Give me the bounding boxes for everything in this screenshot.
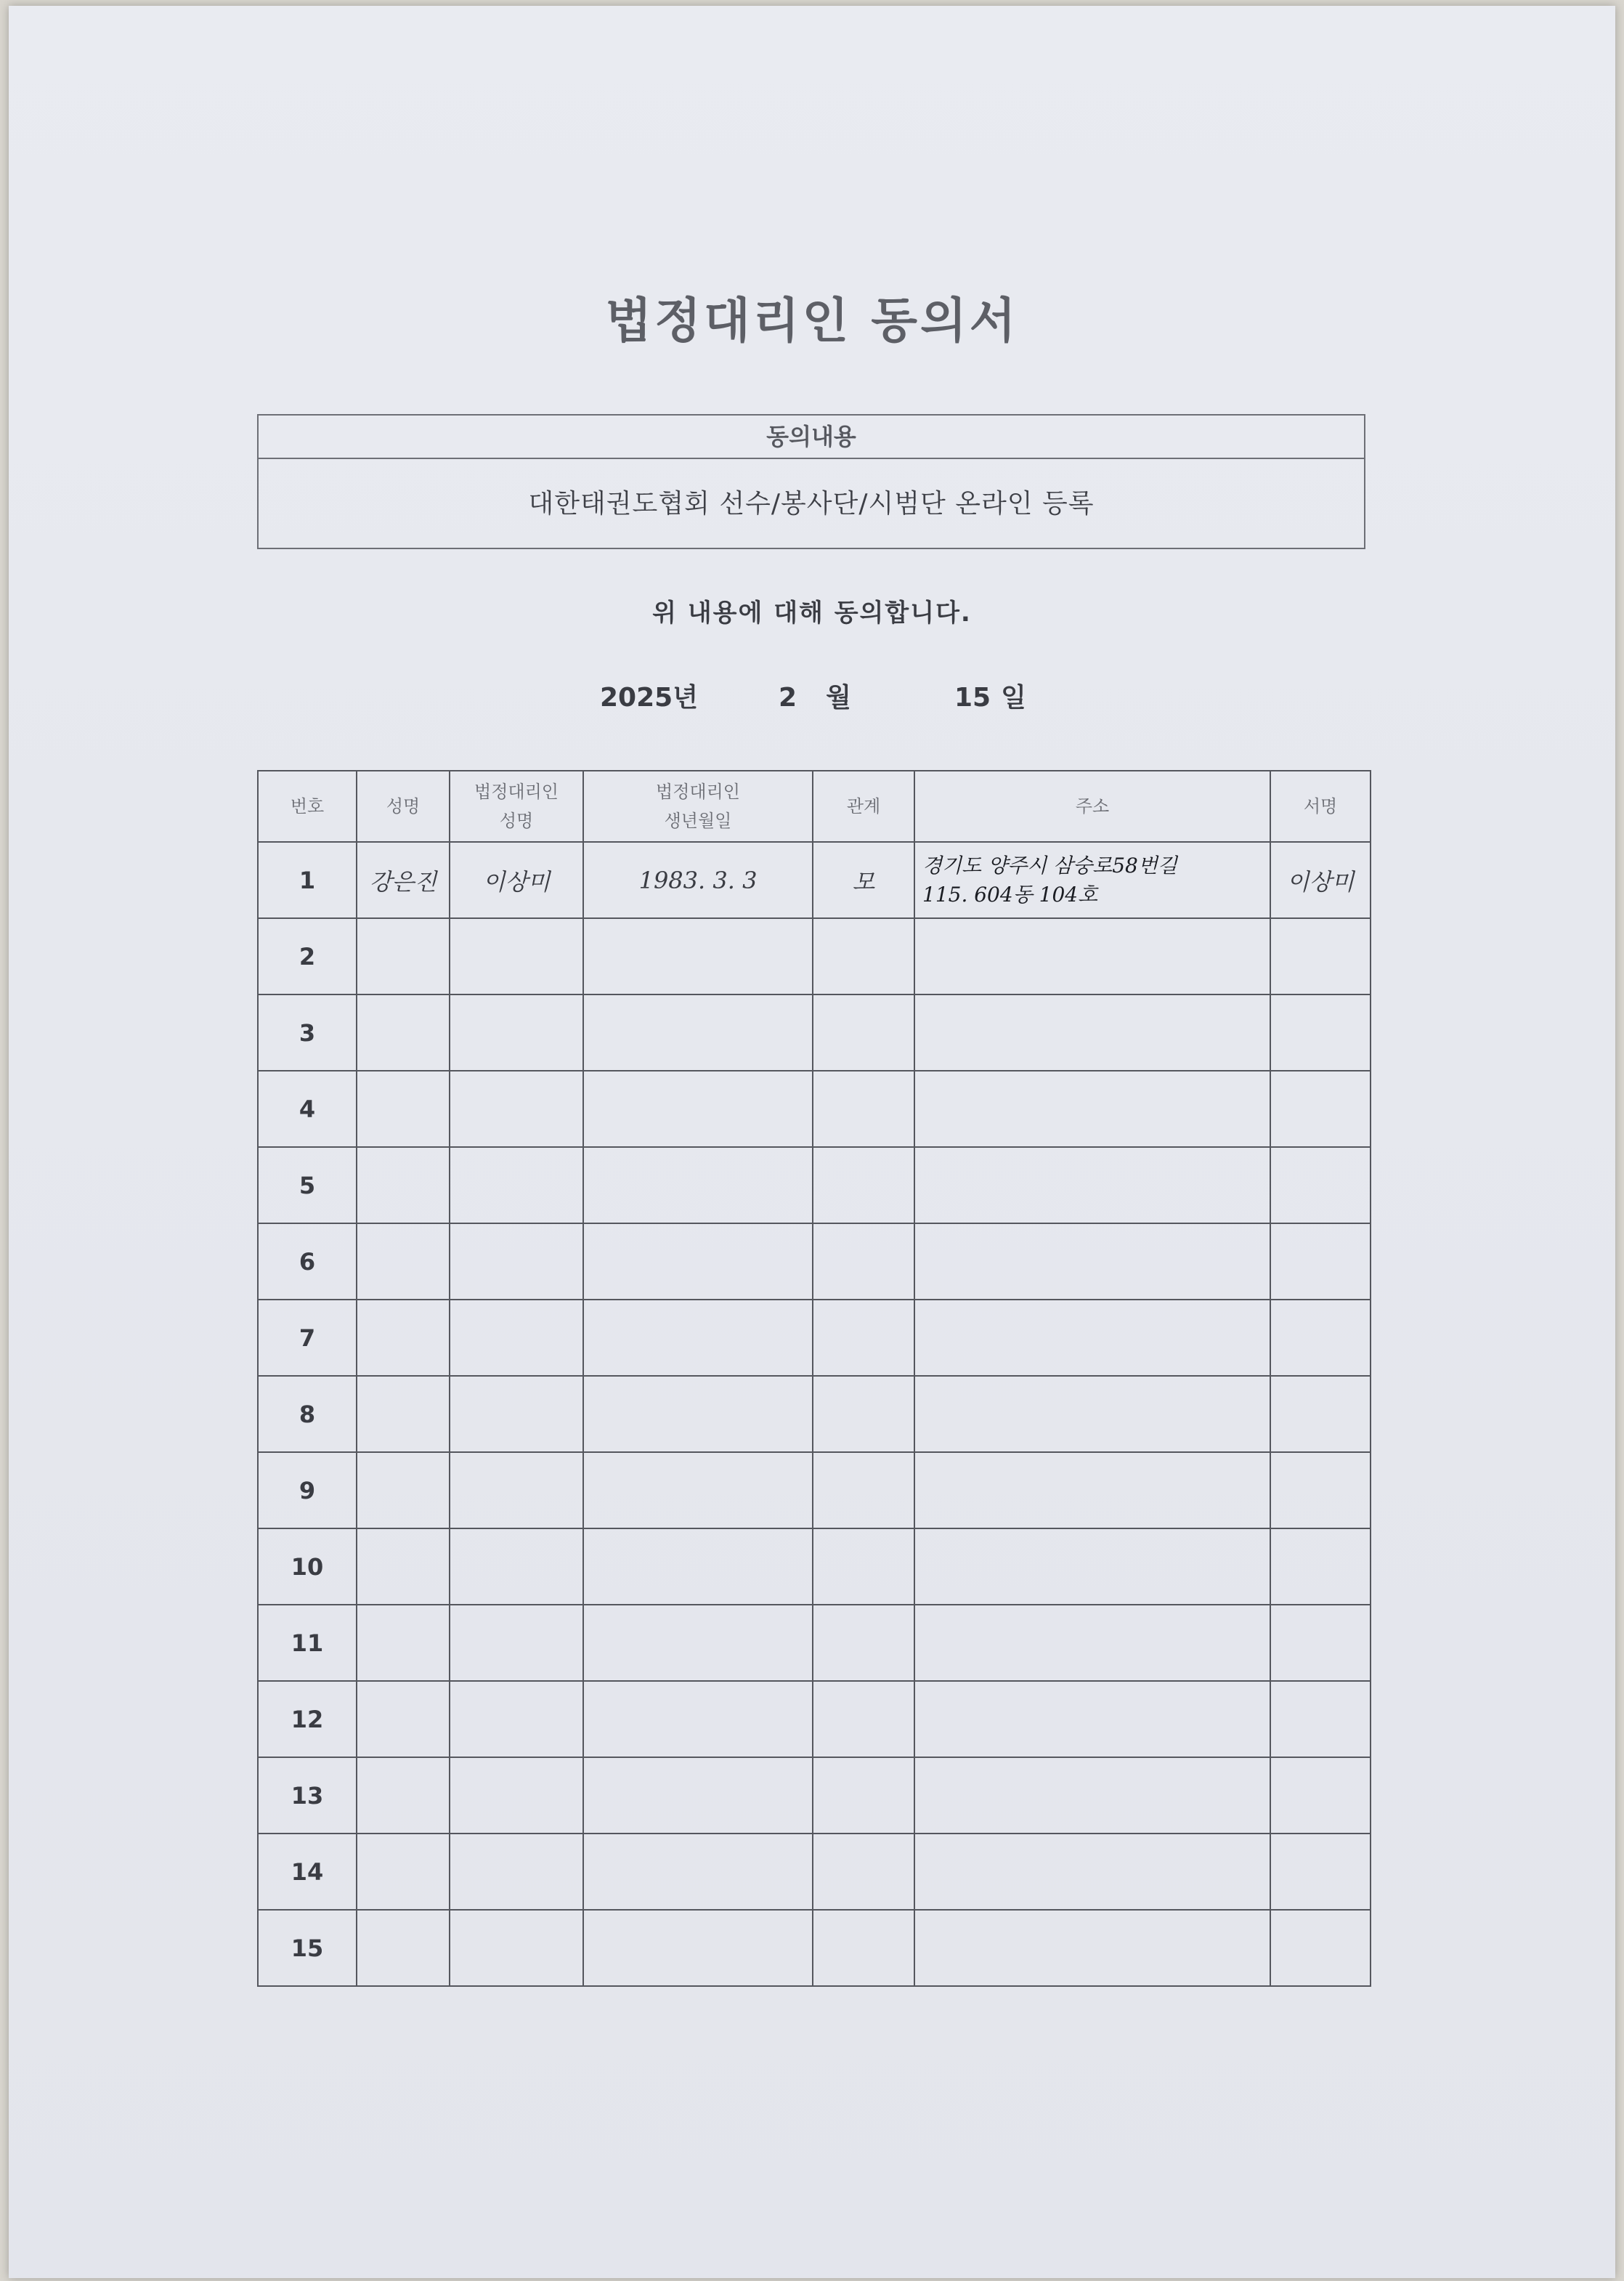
- relation-cell: [813, 1147, 914, 1223]
- rep-name-cell: [450, 1452, 583, 1528]
- consent-text: 대한태권도협회 선수/봉사단/시범단 온라인 등록: [528, 489, 1095, 519]
- header-address: 주소: [914, 771, 1270, 842]
- document-title: 법정대리인 동의서: [605, 293, 1019, 349]
- address-cell: [914, 1528, 1270, 1605]
- relation-cell: [813, 1452, 914, 1528]
- date-month: [779, 677, 851, 714]
- relation-cell: [813, 1834, 914, 1910]
- relation-cell: [813, 1910, 914, 1986]
- address-cell: [914, 1376, 1270, 1452]
- row-number-cell: 4: [258, 1071, 357, 1147]
- rep-birth-cell: [583, 1223, 813, 1300]
- signature-cell: 이상미: [1270, 842, 1371, 918]
- table-row: [258, 918, 1371, 994]
- rep-birth-cell: [583, 1605, 813, 1681]
- signature-cell: [1270, 1300, 1371, 1376]
- relation-cell: [813, 1376, 914, 1452]
- participant-name-cell: [357, 1528, 450, 1605]
- table-row: [258, 994, 1371, 1071]
- table-row: [258, 1757, 1371, 1834]
- table-row: [258, 1834, 1371, 1910]
- address-cell: [914, 1605, 1270, 1681]
- rep-name-cell: [450, 1834, 583, 1910]
- relation-cell: [813, 1300, 914, 1376]
- signature-cell: [1270, 918, 1371, 994]
- table-row: [258, 1605, 1371, 1681]
- rep-name-cell: [450, 1223, 583, 1300]
- table-body: [258, 842, 1371, 1986]
- date-year: 2025년: [600, 683, 698, 713]
- header-relation: 관계: [813, 771, 914, 842]
- consent-content-box: [257, 414, 1365, 549]
- signature-cell: [1270, 1071, 1371, 1147]
- table-row: [258, 1376, 1371, 1452]
- table-row: [258, 1528, 1371, 1605]
- date-day-unit: 일: [1001, 683, 1026, 713]
- signature-cell: [1270, 1223, 1371, 1300]
- address-cell: [914, 1147, 1270, 1223]
- participant-name-cell: [357, 1223, 450, 1300]
- signature-cell: [1270, 1147, 1371, 1223]
- address-line-2: 115. 604동 104호: [922, 882, 1098, 907]
- table-row: [258, 1223, 1371, 1300]
- signature-cell: [1270, 1605, 1371, 1681]
- participant-name-cell: [357, 1605, 450, 1681]
- participant-name-cell: [357, 1147, 450, 1223]
- rep-name-cell: [450, 1605, 583, 1681]
- header-rep-name-line1: 법정대리인: [474, 782, 559, 802]
- address-cell: [914, 918, 1270, 994]
- header-number: 번호: [258, 771, 357, 842]
- participant-name-cell: [357, 994, 450, 1071]
- rep-name-cell: [450, 1147, 583, 1223]
- participant-name-cell: [357, 918, 450, 994]
- participant-name-cell: 강은진: [357, 842, 450, 918]
- rep-name-cell: 이상미: [450, 842, 583, 918]
- rep-birth-cell: [583, 1300, 813, 1376]
- table-row: [258, 1300, 1371, 1376]
- rep-birth-cell: [583, 1681, 813, 1757]
- signature-cell: [1270, 1528, 1371, 1605]
- address-cell: [914, 1223, 1270, 1300]
- participant-name-cell: [357, 1910, 450, 1986]
- relation-cell: [813, 1757, 914, 1834]
- date-day-value: 15: [954, 683, 991, 713]
- table-row: [258, 1681, 1371, 1757]
- signature-cell: [1270, 1376, 1371, 1452]
- rep-name-cell: [450, 1528, 583, 1605]
- relation-cell: [813, 1681, 914, 1757]
- row-number-cell: 7: [258, 1300, 357, 1376]
- signature-cell: [1270, 1757, 1371, 1834]
- address-cell: [914, 1910, 1270, 1986]
- consent-form-sheet: [9, 6, 1615, 2278]
- participant-name-cell: [357, 1834, 450, 1910]
- consent-header: 동의내용: [259, 416, 1364, 459]
- row-number-cell: 6: [258, 1223, 357, 1300]
- participant-name-cell: [357, 1452, 450, 1528]
- header-rep-birth: [583, 771, 813, 842]
- header-rep-name-line2: 성명: [499, 811, 534, 831]
- address-cell: [914, 1300, 1270, 1376]
- signature-cell: [1270, 1910, 1371, 1986]
- rep-birth-cell: [583, 1834, 813, 1910]
- address-line-1: 경기도 양주시 삼숭로58번길: [922, 853, 1177, 878]
- address-cell: [914, 1681, 1270, 1757]
- rep-birth-cell: [583, 1757, 813, 1834]
- row-number-cell: 1: [258, 842, 357, 918]
- address-text: [915, 851, 1270, 909]
- signature-cell: [1270, 994, 1371, 1071]
- date-month-unit: 월: [826, 683, 851, 713]
- guardian-roster-table: [257, 770, 1371, 1987]
- row-number-cell: 13: [258, 1757, 357, 1834]
- agreement-statement: 위 내용에 대해 동의합니다.: [652, 599, 972, 628]
- relation-cell: [813, 1528, 914, 1605]
- header-rep-birth-line2: 생년월일: [664, 811, 732, 831]
- table-row: [258, 1910, 1371, 1986]
- header-rep-name: [450, 771, 583, 842]
- relation-cell: 모: [813, 842, 914, 918]
- signature-cell: [1270, 1834, 1371, 1910]
- row-number-cell: 14: [258, 1834, 357, 1910]
- rep-name-cell: [450, 1681, 583, 1757]
- row-number-cell: 11: [258, 1605, 357, 1681]
- row-number-cell: 9: [258, 1452, 357, 1528]
- table-row: [258, 1071, 1371, 1147]
- row-number-cell: 10: [258, 1528, 357, 1605]
- relation-cell: [813, 1605, 914, 1681]
- rep-birth-cell: [583, 918, 813, 994]
- rep-birth-cell: [583, 1147, 813, 1223]
- table-header-row: [258, 771, 1371, 842]
- table-row: [258, 842, 1371, 918]
- rep-birth-cell: [583, 1071, 813, 1147]
- rep-birth-cell: [583, 1376, 813, 1452]
- address-cell: [914, 842, 1270, 918]
- participant-name-cell: [357, 1376, 450, 1452]
- address-cell: [914, 1757, 1270, 1834]
- row-number-cell: 5: [258, 1147, 357, 1223]
- row-number-cell: 12: [258, 1681, 357, 1757]
- participant-name-cell: [357, 1300, 450, 1376]
- rep-name-cell: [450, 918, 583, 994]
- rep-name-cell: [450, 1071, 583, 1147]
- date-month-value: 2: [779, 683, 797, 713]
- rep-name-cell: [450, 1300, 583, 1376]
- signature-cell: [1270, 1452, 1371, 1528]
- participant-name-cell: [357, 1681, 450, 1757]
- relation-cell: [813, 1071, 914, 1147]
- address-cell: [914, 1834, 1270, 1910]
- participant-name-cell: [357, 1757, 450, 1834]
- rep-birth-cell: [583, 1910, 813, 1986]
- header-rep-birth-line1: 법정대리인: [656, 782, 740, 802]
- rep-birth-cell: [583, 1528, 813, 1605]
- row-number-cell: 3: [258, 994, 357, 1071]
- relation-cell: [813, 918, 914, 994]
- relation-cell: [813, 994, 914, 1071]
- row-number-cell: 8: [258, 1376, 357, 1452]
- table-row: [258, 1452, 1371, 1528]
- rep-birth-cell: [583, 1452, 813, 1528]
- row-number-cell: 2: [258, 918, 357, 994]
- rep-name-cell: [450, 1910, 583, 1986]
- date-day: [954, 677, 1026, 714]
- rep-birth-cell: [583, 994, 813, 1071]
- rep-birth-cell: 1983. 3. 3: [583, 842, 813, 918]
- table-row: [258, 1147, 1371, 1223]
- row-number-cell: 15: [258, 1910, 357, 1986]
- header-name: 성명: [357, 771, 450, 842]
- signature-cell: [1270, 1681, 1371, 1757]
- relation-cell: [813, 1223, 914, 1300]
- header-signature: 서명: [1270, 771, 1371, 842]
- participant-name-cell: [357, 1071, 450, 1147]
- rep-name-cell: [450, 1757, 583, 1834]
- address-cell: [914, 994, 1270, 1071]
- address-cell: [914, 1452, 1270, 1528]
- rep-name-cell: [450, 994, 583, 1071]
- rep-name-cell: [450, 1376, 583, 1452]
- address-cell: [914, 1071, 1270, 1147]
